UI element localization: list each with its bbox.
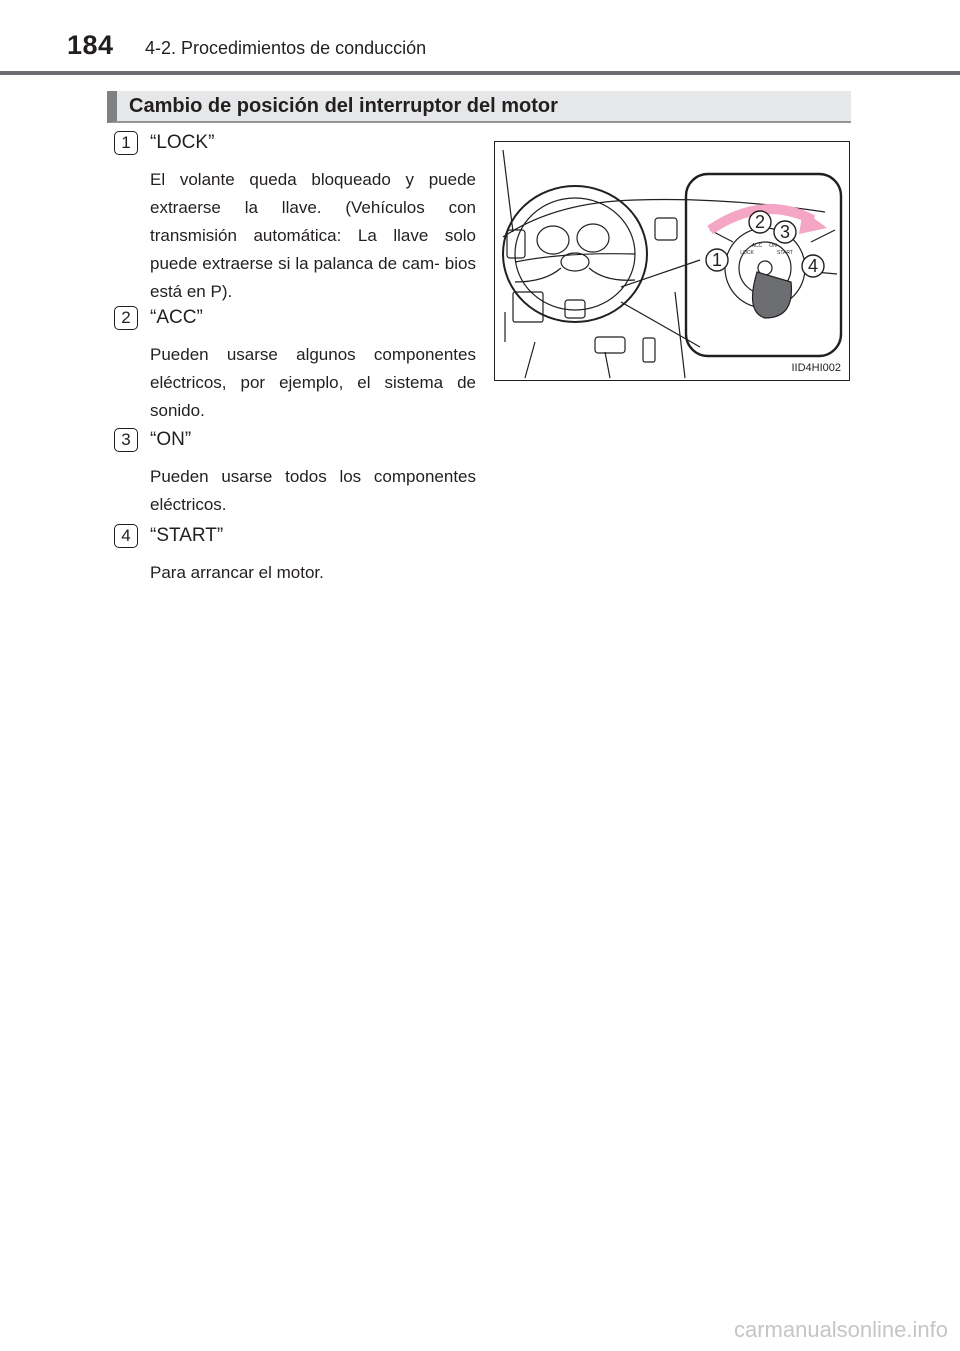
item-number-3: 3 <box>114 428 138 452</box>
item-desc-on: Pueden usarse todos los componentes eléctricos. <box>150 467 476 514</box>
switch-label-on: ON <box>769 243 777 249</box>
item-desc-start: Para arrancar el motor. <box>150 563 324 582</box>
item-number-2: 2 <box>114 306 138 330</box>
figure-callout-2: 2 <box>754 212 766 232</box>
switch-label-acc: ACC <box>751 243 763 249</box>
chapter-title: 4-2. Procedimientos de conducción <box>145 38 427 58</box>
item-label-on: “ON” <box>150 429 192 450</box>
section-heading-bar <box>107 91 851 123</box>
figure-callout-1: 1 <box>711 250 723 270</box>
header-divider <box>0 71 960 75</box>
item-label-lock: “LOCK” <box>150 132 215 153</box>
item-number-1: 1 <box>114 131 138 155</box>
watermark-text: carmanualsonline.info <box>733 1317 948 1342</box>
ignition-switch-illustration <box>494 141 850 381</box>
figure-code: IID4HI002 <box>791 362 841 374</box>
figure-callout-3: 3 <box>779 222 791 242</box>
item-desc-acc: Pueden usarse algunos componentes eléctricos, por ejemplo, el sistema de sonido. <box>150 345 476 420</box>
switch-label-start: START <box>777 250 793 256</box>
item-number-4: 4 <box>114 524 138 548</box>
figure-callout-4: 4 <box>807 256 819 276</box>
dashboard-drawing <box>495 142 848 379</box>
switch-label-lock: LOCK <box>740 250 754 256</box>
item-desc-lock: El volante queda bloqueado y puede extraerse la llave. (Vehículos con transmisión automática: La llave solo puede extraerse si la palanca de cam- bios está en P). <box>150 170 476 301</box>
item-label-start: “START” <box>150 525 224 546</box>
section-title: Cambio de posición del interruptor del motor <box>129 95 558 117</box>
item-label-acc: “ACC” <box>150 307 203 328</box>
page-number: 184 <box>67 30 114 60</box>
